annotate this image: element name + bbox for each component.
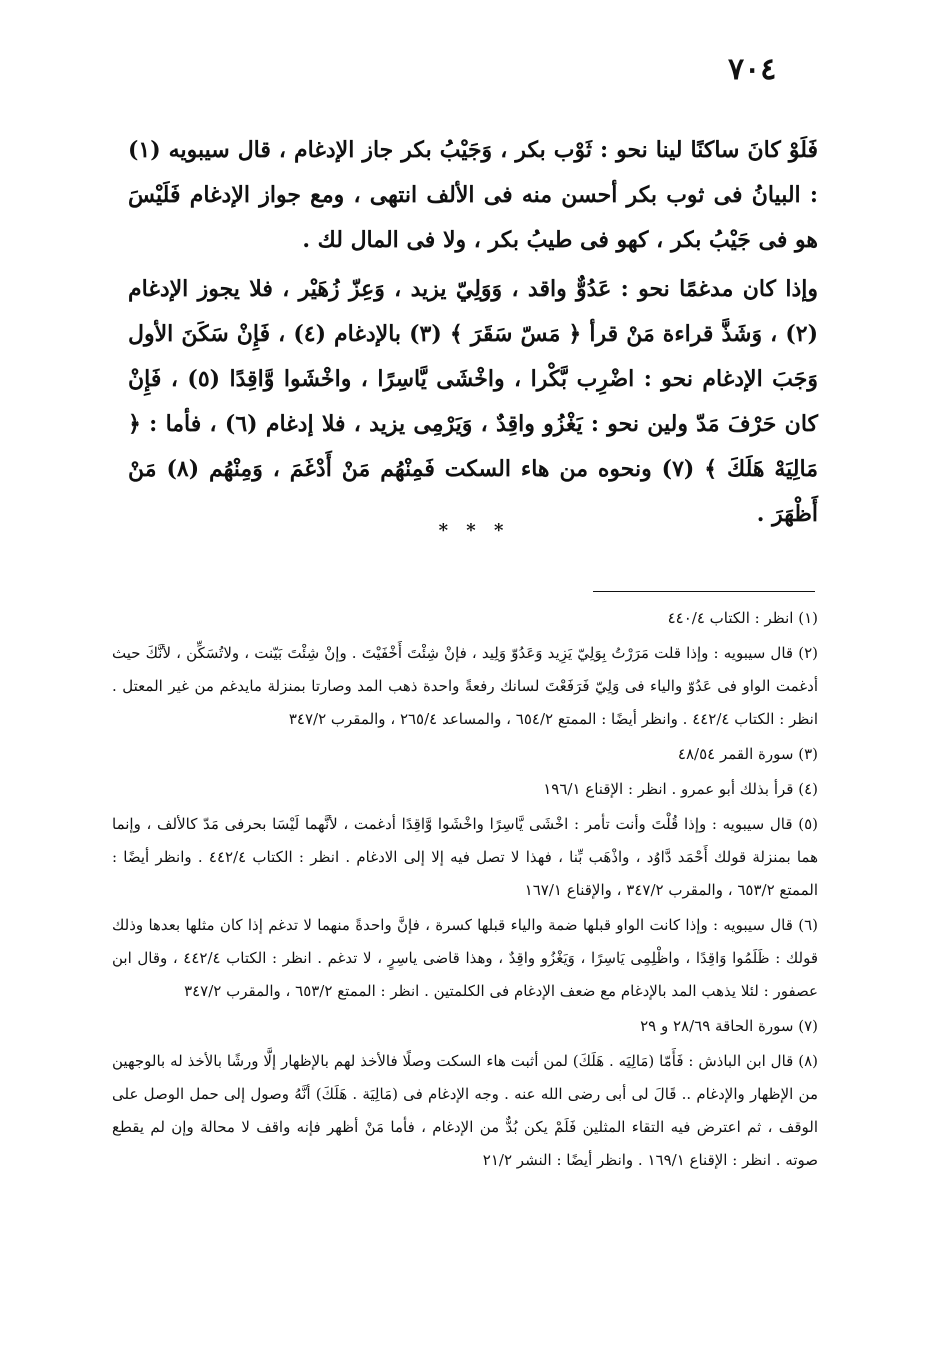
footnote [112,602,818,635]
main-paragraph: وإذا كان مدغمًا نحو : عَدُوٌّ واقد ، وَوَلِيّ يزيد ، وَعِزّ زُهَيْر ، فلا يجوز الإدغام (٢) ، وَشَذَّ قراءة مَنْ قرأ ﴿ مَسّ سَقَرَ ﴾ (٣) بالإدغام (٤) ، فَإِنْ سَكَنَ الأول وَجَبَ الإدغام نحو : اضْرِب بَّكْرا ، واخْشَى يَّاسِرًا ، واخْشَوا وَّاقِدًا (٥) ، فَإِنْ كان حَرْفَ مَدّ ولين نحو : يَغْزُو واقِدٌ ، وَيَرْمِى يزيد ، فلا إدغام (٦) ، فأما : ﴿ مَالِيَهْ هَلَكَ ﴾ (٧) ونحوه من هاء السكت فَمِنْهُم مَنْ أَدْغَمَ ، وَمِنْهُم (٨) مَنْ أَظْهَرَ . [128,276,818,527]
footnote-number: (٦) [798,916,818,934]
footnote-text: انظر : الكتاب ٤٤٠/٤ [667,609,794,627]
footnote-divider [593,591,815,592]
footnote-number: (١) [798,609,818,627]
footnote-number: (٥) [798,815,818,833]
footnote-number: (٤) [798,780,818,798]
main-text-body [128,128,818,537]
footnote-text: قال ابن الباذش : فَأَمّا (مَالِيَه . هَلَكَ) لمن أثبت هاء السكت وصلًا فالأخذ لهم بالإظهار إلَّا ورشًا بالأخذ له بالوجهين من الإظهار والإدغام .. قَالَ لى أبى رضى الله عنه . وجه الإدغام فى (مَالِيَة . هَلَكَ) أنَّهُ وصول إلى حمل الوصل على الوقف ، ثم اعترض فيه التقاء المثلين فَلَمْ يكن بُدٌّ من الإدغام ، فأما مَنْ أظهر فإنه واقف لا محالة وإن لم يقطع صوته . انظر : الإقناع ١٦٩/١ . وانظر أيضًا : النشر ٢١/٢ [112,1052,818,1169]
footnote-text: قال سيبويه : وإذا كانت الواو قبلها ضمة والياء قبلها كسرة ، فإنَّ واحدةً منهما لا تدغم إذا كان مثلها بعدها وذلك قولك : ظَلَمُوا وَاقِدًا ، واظْلِمِى يَاسِرًا ، وَيَغْزُو واقِدٌ ، وهذا قاضى ياسِرٍ ، لا تدغم . انظر : الكتاب ٤٤٢/٤ ، وقال ابن عصفور : لئلا يذهب المد بالإدغام مع ضعف الإدغام فى الكلمتين . انظر : الممتع ٦٥٣/٢ ، والمقرب ٣٤٧/٢ [112,916,818,1000]
footnote [112,808,818,907]
footnote-text: سورة الحاقة ٢٨/٦٩ و ٢٩ [640,1017,794,1035]
footnote [112,773,818,806]
footnote-number: (٧) [798,1017,818,1035]
footnote-text: قال سيبويه : وإذا قلت مَرَرْتُ بِوَلِيّ يَزِيد وَعَدُوّ وَلِيد ، فإنْ شِئْتَ أَخْفَيْتَ . وإنْ شِئْتَ بَيّنت ، ولاتُسَكِّن ، لأنَّكَ حيث أدغمت الواو فى عَدُوّ والياء فى وَلِيّ فَرَفَعْتَ لسانك رفعةً واحدة ذهب المد وصارتا بمنزلة مايدغم من غير المعتل . انظر : الكتاب ٤٤٢/٤ . وانظر أيضًا : الممتع ٦٥٤/٢ ، والمساعد ٢٦٥/٤ ، والمقرب ٣٤٧/٢ [112,644,818,728]
page-number: ٧٠٤ [728,52,777,87]
footnote [112,909,818,1008]
footnote-number: (٢) [798,644,818,662]
footnote [112,738,818,771]
section-separator: * * * [438,520,510,541]
footnotes [112,602,818,1177]
footnote-number: (٣) [798,745,818,763]
footnote [112,1045,818,1177]
footnote-text: قرأ بذلك أبو عمرو . انظر : الإقناع ١٩٦/١ [543,780,794,798]
footnote-text: سورة القمر ٤٨/٥٤ [677,745,794,763]
footnote-number: (٨) [798,1052,818,1070]
footnote [112,1010,818,1043]
footnote [112,637,818,736]
footnote-text: قال سيبويه : وإذا قُلْتَ وأنت تأمر : اخْشَى يَّاسِرًا واخْشَوا وَّاقِدًا أدغمت ، لأنَّهما لَيْسَا بحرفى مَدّ كالألف ، وإنما هما بمنزلة قولك أَحْمَد دَّاوُد ، واذْهَب بِّنا ، فهذا لا تصل فيه إلا إلى الادغام . انظر : الكتاب ٤٤٢/٤ . وانظر أيضًا : الممتع ٦٥٣/٢ ، والمقرب ٣٤٧/٢ ، والإقناع ١٦٧/١ [112,815,819,899]
main-paragraph: فَلَوْ كانَ ساكنًا لينا نحو : ثَوْب بكر ، وَجَيْبُ بكر جاز الإدغام ، قال سيبويه (١) : البيانُ فى ثوب بكر أحسن منه فى الألف انتهى ، ومع جواز الإدغام فَلَيْسَ هو فى جَيْبُ بكر ، كهو فى طيبُ بكر ، ولا فى المال لك . [128,137,818,253]
